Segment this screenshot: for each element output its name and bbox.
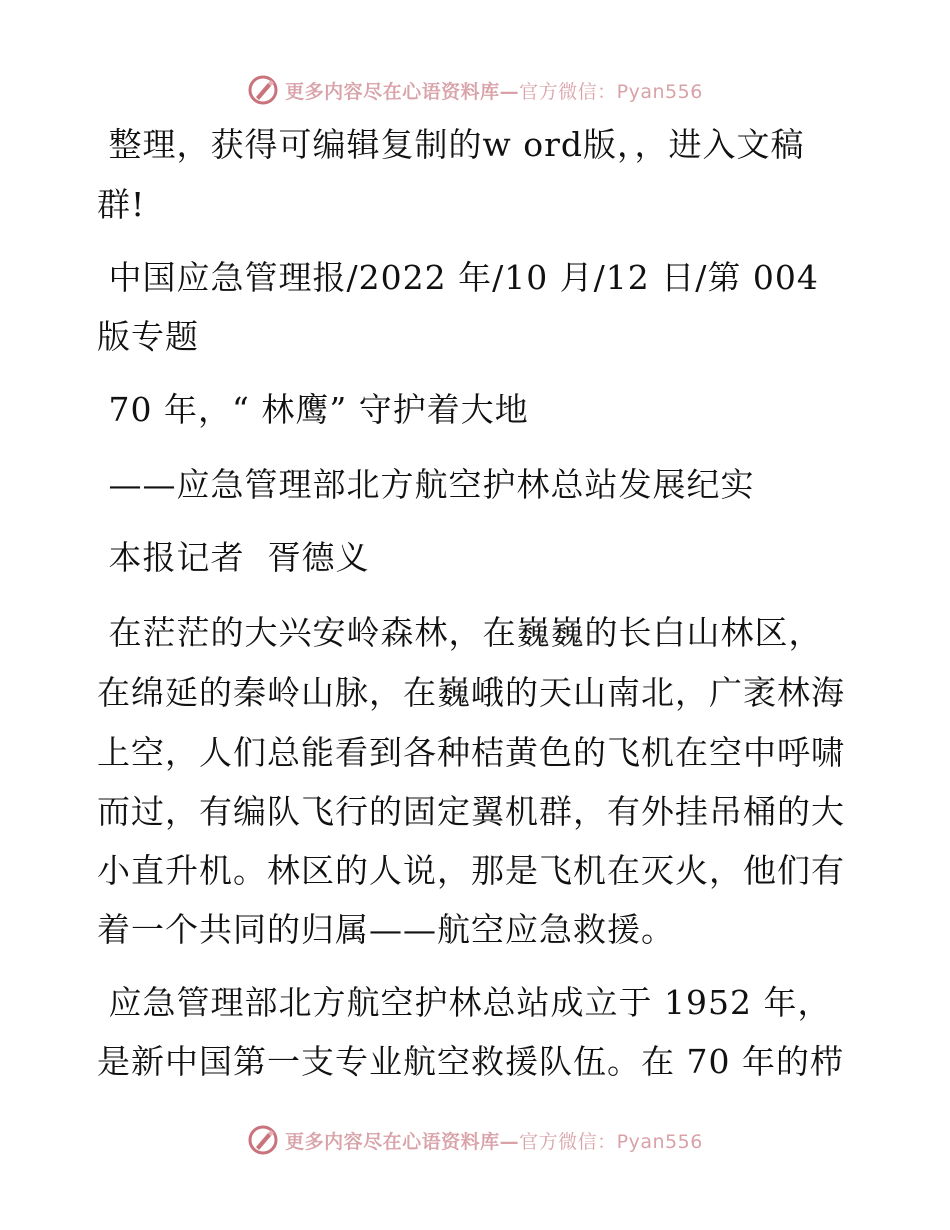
text-line: 在茫茫的大兴安岭森林，在巍巍的长白山林区， [97, 613, 823, 652]
pen-logo-icon [247, 74, 279, 106]
byline: 本报记者 胥德义 [97, 538, 370, 577]
article-title: 70 年，“ 林鹰” 守护着大地 [97, 390, 529, 429]
text-line: 而过，有编队飞行的固定翼机群，有外挂吊桶的大 [97, 792, 845, 831]
header-watermark [0, 70, 950, 110]
text-line: 中国应急管理报/2022 年/10 月/12 日/第 004 [97, 258, 819, 297]
pen-logo-icon [247, 1124, 279, 1156]
text-line: 是新中国第一支专业航空救援队伍。在 70 年的栉 [97, 1042, 844, 1081]
text-line: 应急管理部北方航空护林总站成立于 1952 年， [97, 983, 832, 1022]
text-line: 上空，人们总能看到各种桔黄色的飞机在空中呼啸 [97, 733, 845, 772]
text-line: 着一个共同的归属——航空应急救援。 [97, 910, 675, 949]
text-line: 群! [97, 185, 146, 224]
text-line: 小直升机。林区的人说，那是飞机在灭火，他们有 [97, 851, 845, 890]
watermark-text: 更多内容尽在心语资料库—官方微信：Pyan556 [285, 80, 703, 103]
text-line: 在绵延的秦岭山脉，在巍峨的天山南北，广袤林海 [97, 673, 845, 712]
watermark-text: 更多内容尽在心语资料库—官方微信：Pyan556 [285, 1130, 703, 1153]
text-line: 版专题 [97, 317, 199, 356]
article-subtitle: ——应急管理部北方航空护林总站发展纪实 [97, 465, 755, 504]
text-line: 整理，获得可编辑复制的w ord版，，进入文稿 [97, 125, 805, 164]
footer-watermark [0, 1120, 950, 1160]
